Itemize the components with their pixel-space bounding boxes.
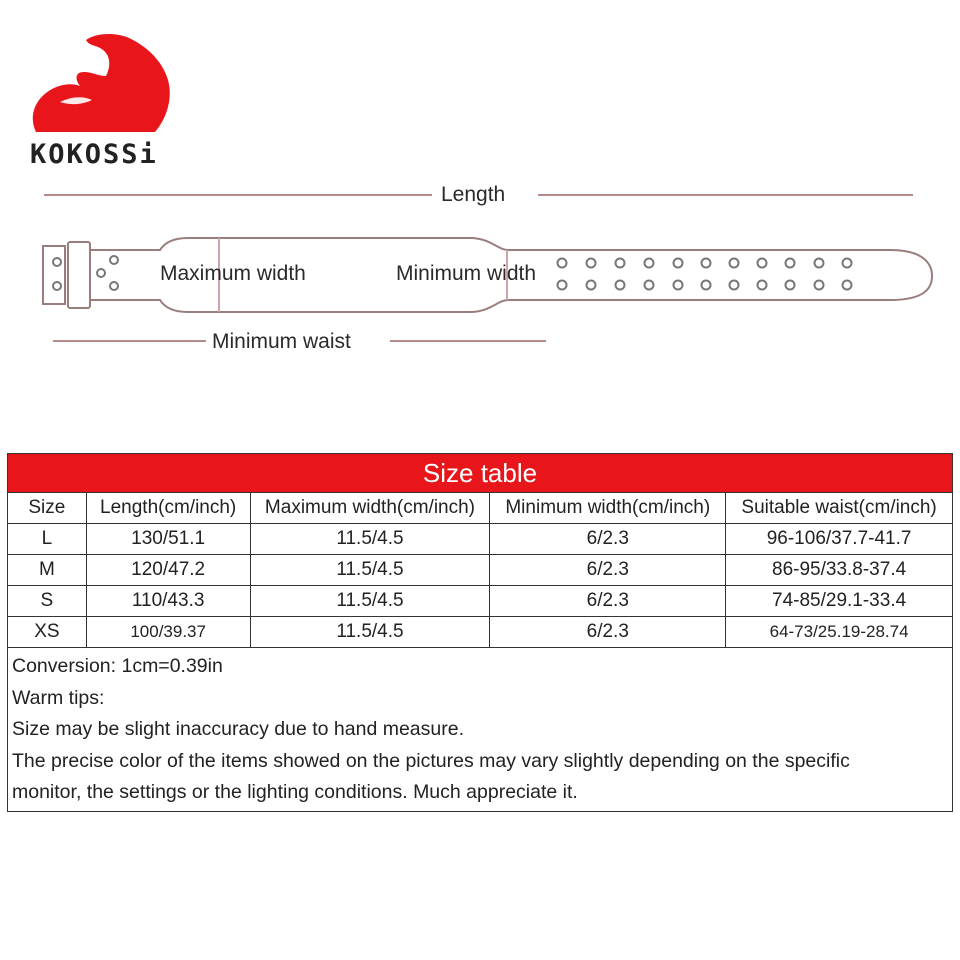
brand-name: KOKOSSi <box>30 139 158 170</box>
table-cell: 96-106/37.7-41.7 <box>726 524 953 555</box>
max-width-label: Maximum width <box>160 262 306 285</box>
table-cell: 11.5/4.5 <box>250 555 490 586</box>
table-cell: 6/2.3 <box>490 555 726 586</box>
brand-logo <box>0 0 200 175</box>
column-header: Maximum width(cm/inch) <box>250 493 490 524</box>
table-row <box>8 555 953 586</box>
column-header: Size <box>8 493 87 524</box>
table-cell: XS <box>8 617 87 648</box>
table-cell: 110/43.3 <box>86 586 250 617</box>
table-row <box>8 617 953 648</box>
column-header: Minimum width(cm/inch) <box>490 493 726 524</box>
notes-block <box>8 648 953 812</box>
belt-buckle <box>43 246 65 304</box>
table-cell: L <box>8 524 87 555</box>
table-cell: 6/2.3 <box>490 524 726 555</box>
table-cell: 6/2.3 <box>490 617 726 648</box>
min-waist-label: Minimum waist <box>212 330 351 353</box>
belt-diagram <box>0 170 960 370</box>
table-cell: 100/39.37 <box>86 617 250 648</box>
column-header: Suitable waist(cm/inch) <box>726 493 953 524</box>
flexed-arm-icon <box>33 34 170 132</box>
note-line: monitor, the settings or the lighting conditions. Much appreciate it. <box>12 781 578 803</box>
table-cell: 11.5/4.5 <box>250 524 490 555</box>
table-cell: 120/47.2 <box>86 555 250 586</box>
table-row <box>8 586 953 617</box>
length-label: Length <box>441 183 506 206</box>
table-cell: 11.5/4.5 <box>250 586 490 617</box>
size-table <box>7 453 953 812</box>
table-cell: S <box>8 586 87 617</box>
note-line: Conversion: 1cm=0.39in <box>12 655 223 677</box>
belt-holes <box>558 259 852 290</box>
table-cell: 11.5/4.5 <box>250 617 490 648</box>
table-header-row <box>8 493 953 524</box>
table-cell: M <box>8 555 87 586</box>
note-line: Size may be slight inaccuracy due to hand measure. <box>12 718 464 740</box>
table-cell: 64-73/25.19-28.74 <box>726 617 953 648</box>
belt-loop <box>68 242 90 308</box>
table-cell: 130/51.1 <box>86 524 250 555</box>
column-header: Length(cm/inch) <box>86 493 250 524</box>
size-table-title: Size table <box>8 454 953 493</box>
note-line: The precise color of the items showed on the pictures may vary slightly depending on the specific <box>12 749 850 772</box>
table-cell: 6/2.3 <box>490 586 726 617</box>
table-cell: 86-95/33.8-37.4 <box>726 555 953 586</box>
min-width-label: Minimum width <box>396 262 537 285</box>
note-line: Warm tips: <box>12 686 105 709</box>
table-row <box>8 524 953 555</box>
table-cell: 74-85/29.1-33.4 <box>726 586 953 617</box>
